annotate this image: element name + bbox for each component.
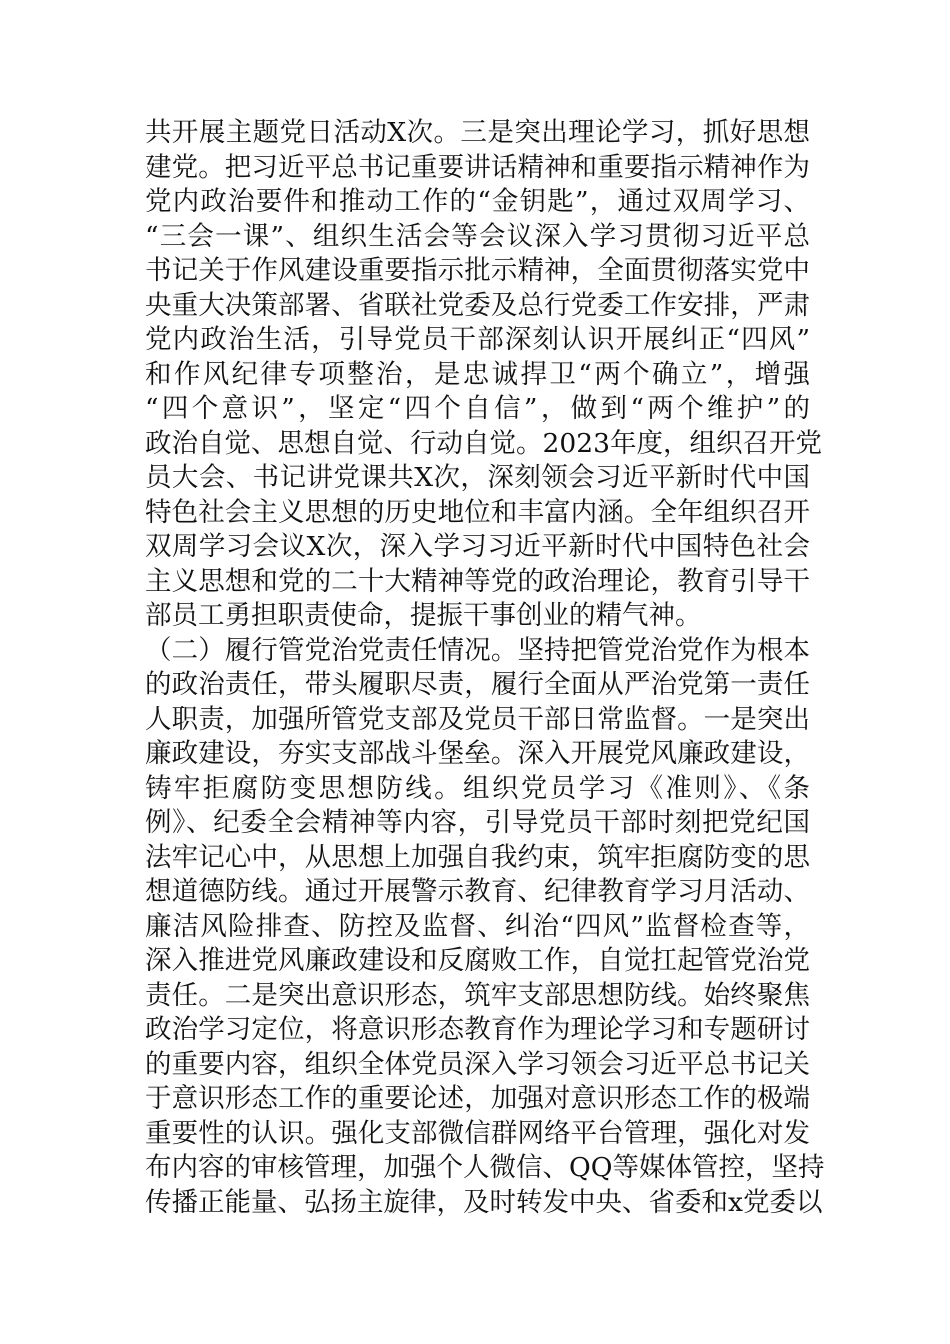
body-text (145, 116, 825, 1220)
text-line: 法牢记心中，从思想上加强自我约束，筑牢拒腐防变的思 (145, 841, 810, 873)
text-line: 廉洁风险排查、防控及监督、纠治“四风”监督检查等， (145, 910, 810, 942)
text-line: 责任。二是突出意识形态，筑牢支部思想防线。始终聚焦 (145, 979, 810, 1011)
text-line: 的重要内容，组织全体党员深入学习领会习近平总书记关 (145, 1048, 810, 1080)
text-line: 双周学习会议X次，深入学习习近平新时代中国特色社会 (145, 531, 810, 562)
text-line: 传播正能量、弘扬主旋律，及时转发中央、省委和x党委以 (145, 1186, 823, 1218)
text-line: 人职责，加强所管党支部及党员干部日常监督。一是突出 (145, 703, 810, 735)
text-line: 布内容的审核管理，加强个人微信、QQ等媒体管控，坚持 (145, 1152, 825, 1183)
text-line: 政治自觉、思想自觉、行动自觉。2023年度，组织召开党 (145, 427, 822, 459)
text-line: 党内政治要件和推动工作的“金钥匙”，通过双周学习、 (145, 186, 810, 217)
text-line: 的政治责任，带头履职尽责，履行全面从严治党第一责任 (145, 669, 810, 700)
text-line: 廉政建设，夯实支部战斗堡垒。深入开展党风廉政建设， (145, 738, 810, 769)
text-line: 铸牢拒腐防变思想防线。组织党员学习《准则》、《条 (145, 772, 810, 804)
text-line: 重要性的认识。强化支部微信群网络平台管理，强化对发 (145, 1117, 810, 1149)
text-line: 想道德防线。通过开展警示教育、纪律教育学习月活动、 (145, 876, 810, 907)
text-line: 政治学习定位，将意识形态教育作为理论学习和专题研讨 (145, 1014, 810, 1045)
text-line: 党内政治生活，引导党员干部深刻认识开展纠正“四风” (145, 324, 810, 355)
text-line: 深入推进党风廉政建设和反腐败工作，自觉扛起管党治党 (145, 945, 810, 976)
text-line: 例》、纪委全会精神等内容，引导党员干部时刻把党纪国 (145, 807, 810, 838)
section-heading-line: （二）履行管党治党责任情况。坚持把管党治党作为根本 (145, 634, 810, 666)
text-line: 共开展主题党日活动X次。三是突出理论学习，抓好思想 (145, 117, 810, 148)
text-line: 建党。把习近平总书记重要讲话精神和重要指示精神作为 (145, 151, 810, 183)
text-line: 书记关于作风建设重要指示批示精神，全面贯彻落实党中 (145, 255, 810, 286)
text-line: “三会一课”、组织生活会等会议深入学习贯彻习近平总 (145, 220, 810, 252)
text-line: “四个意识”，坚定“四个自信”，做到“两个维护”的 (145, 393, 810, 424)
text-line: 主义思想和党的二十大精神等党的政治理论，教育引导干 (145, 565, 810, 597)
text-line: 央重大决策部署、省联社党委及总行党委工作安排，严肃 (145, 289, 810, 321)
text-line: 于意识形态工作的重要论述，加强对意识形态工作的极端 (145, 1083, 810, 1114)
text-line: 部员工勇担职责使命，提振干事创业的精气神。 (145, 600, 702, 631)
text-line: 和作风纪律专项整治，是忠诚捍卫“两个确立”，增强 (145, 358, 810, 390)
text-line: 特色社会主义思想的历史地位和丰富内涵。全年组织召开 (145, 496, 810, 528)
text-line: 员大会、书记讲党课共X次，深刻领会习近平新时代中国 (145, 462, 810, 493)
